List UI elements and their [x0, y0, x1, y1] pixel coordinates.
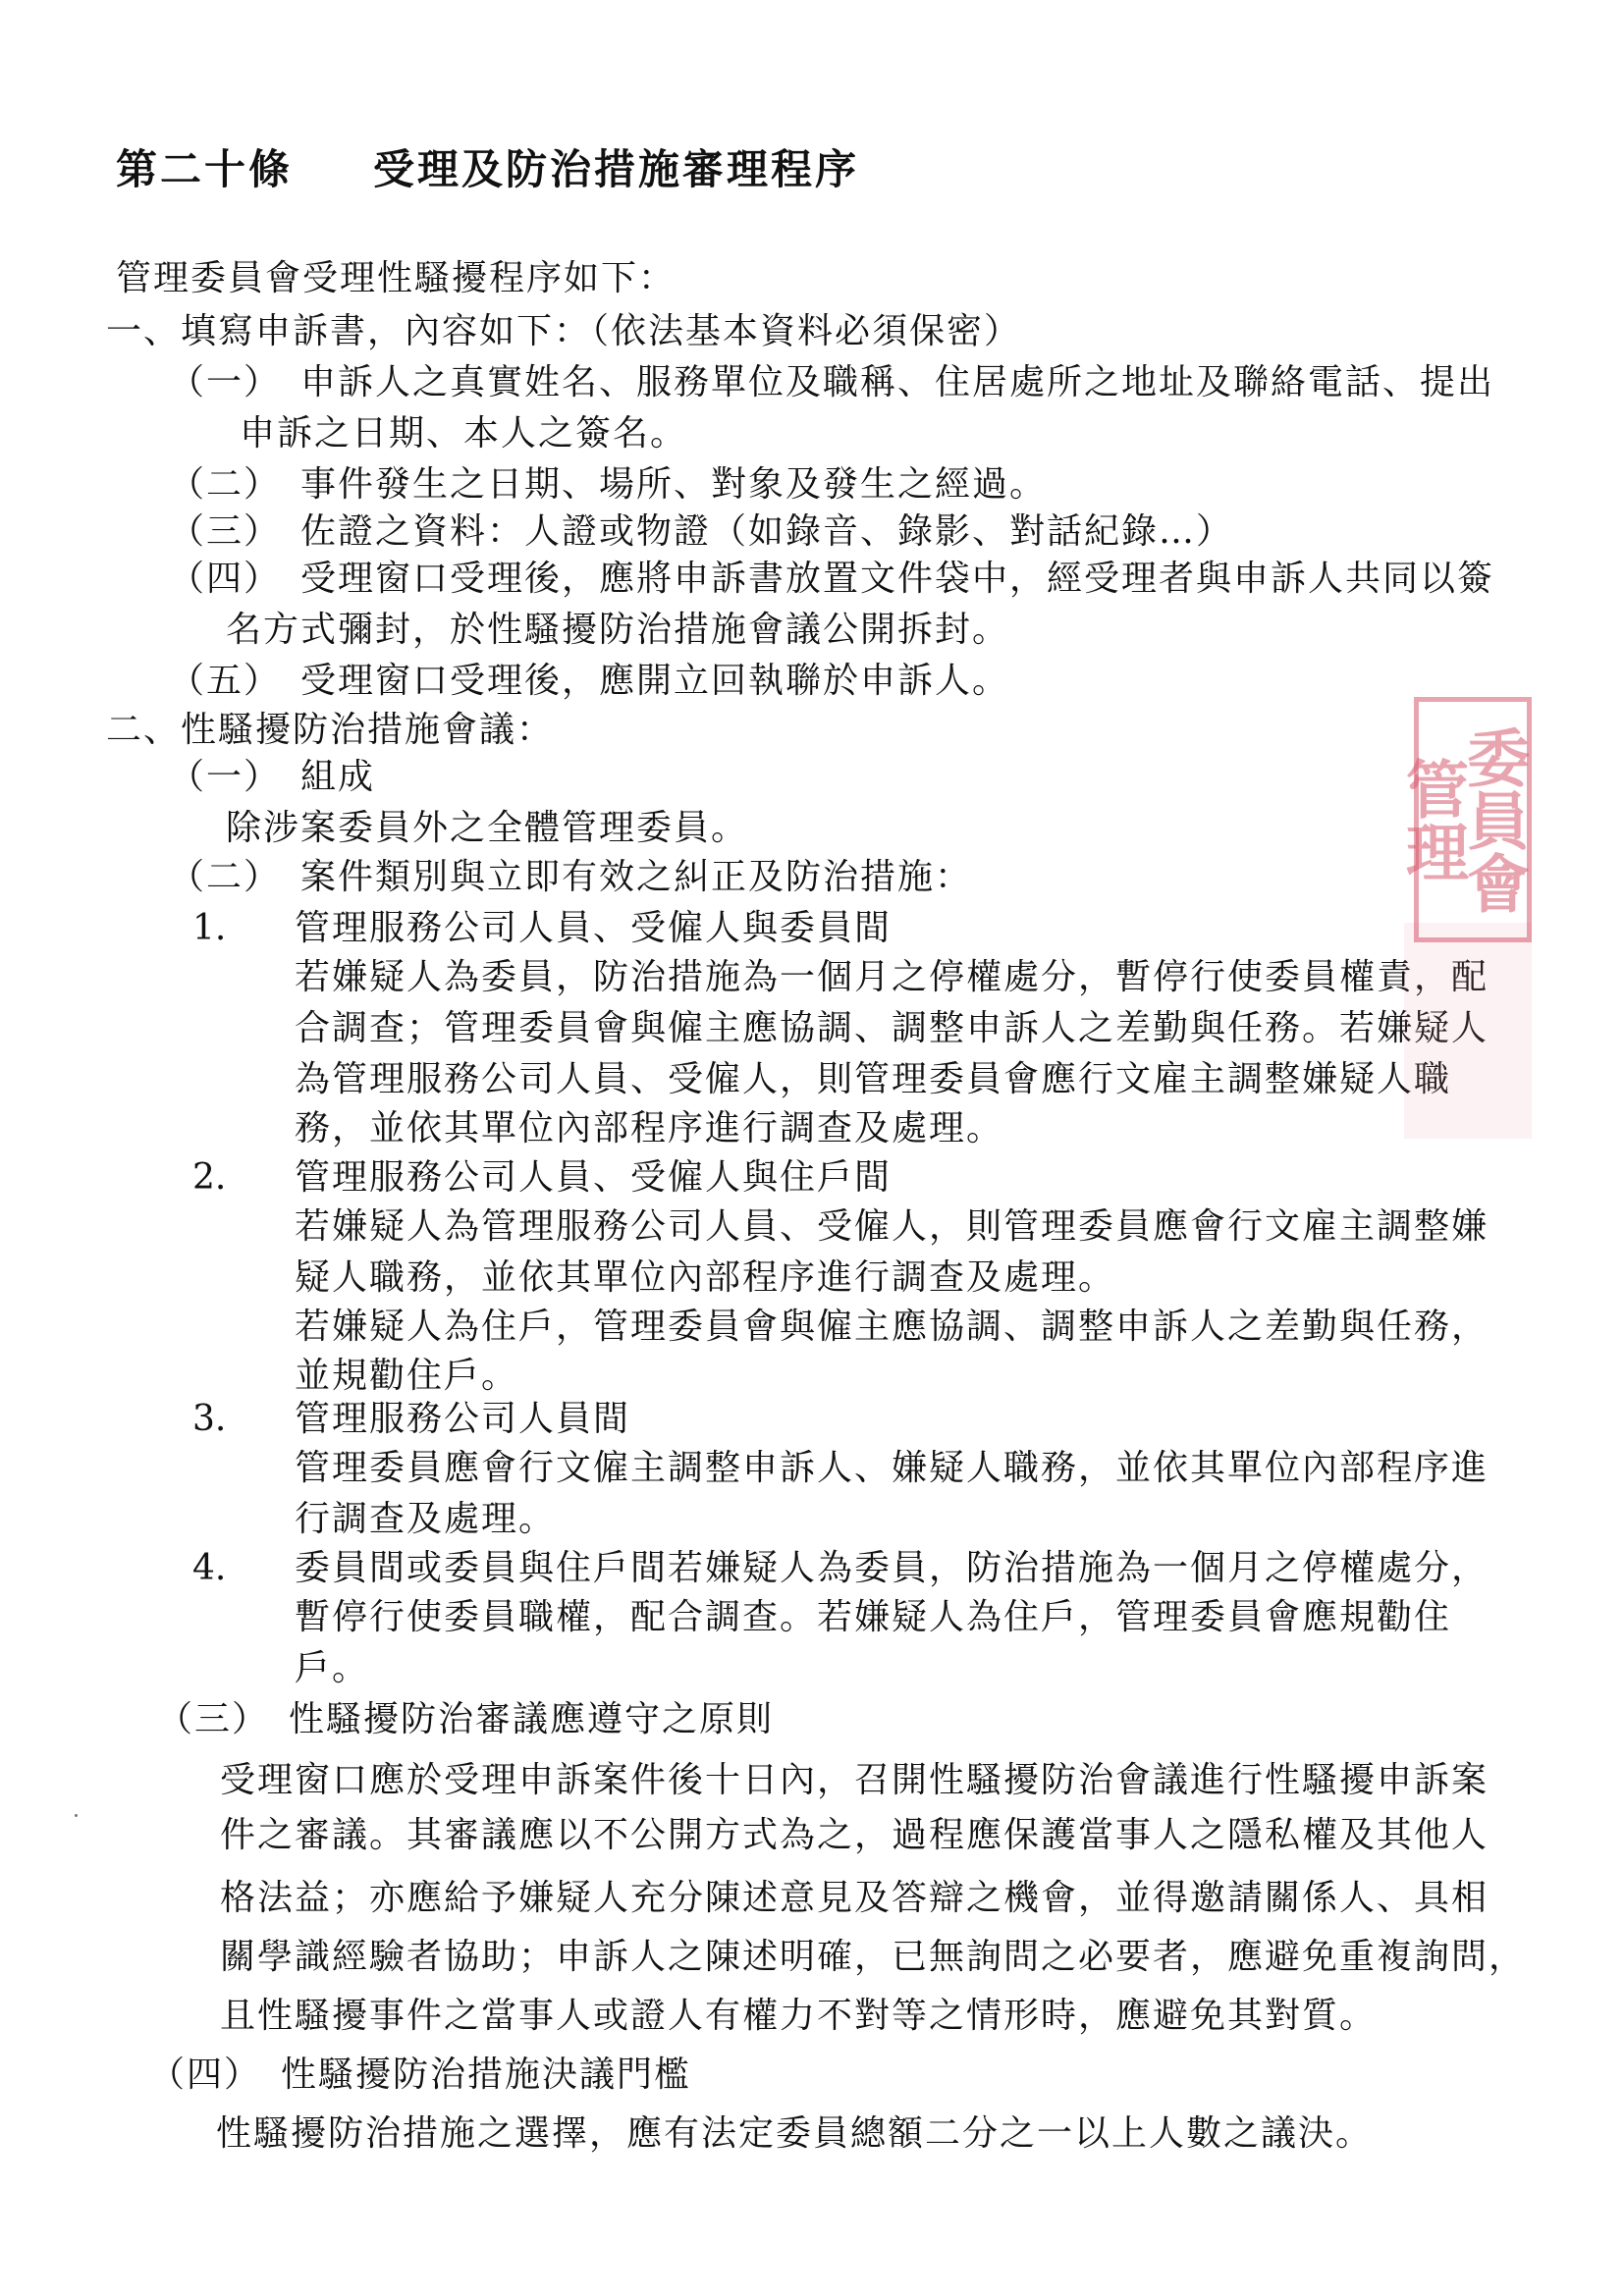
item-1-2: （二） 事件發生之日期、場所、對象及發生之經過。	[169, 464, 1048, 505]
category-4-body: 委員間或委員與住戶間若嫌疑人為委員，防治措施為一個月之停權處分，	[295, 1548, 1489, 1588]
stamp-shadow	[1404, 923, 1532, 1139]
principles-body: 格法益；亦應給予嫌疑人充分陳述意見及答辯之機會，並得邀請關係人、具相	[220, 1878, 1489, 1918]
principles-body: 件之審議。其審議應以不公開方式為之，過程應保護當事人之隱私權及其他人	[220, 1815, 1489, 1855]
list-number-3: 3.	[192, 1399, 227, 1439]
category-1-body: 為管理服務公司人員、受僱人，則管理委員會應行文雇主調整嫌疑人職	[295, 1059, 1452, 1099]
list-number-2: 2.	[192, 1157, 227, 1198]
category-4-body: 暫停行使委員職權，配合調查。若嫌疑人為住戶，管理委員會應規勸住	[295, 1597, 1452, 1637]
item-1-4: （四） 受理窗口受理後，應將申訴書放置文件袋中，經受理者與申訴人共同以簽	[169, 559, 1495, 599]
scan-speck	[75, 1814, 78, 1817]
article-number: 第二十條	[116, 145, 294, 193]
item-1-3: （三） 佐證之資料：人證或物證（如錄音、錄影、對話紀錄…）	[169, 511, 1234, 552]
category-2-heading: 管理服務公司人員、受僱人與住戶間	[295, 1157, 893, 1198]
list-number-1: 1.	[192, 908, 227, 948]
item-2-1: （一） 組成	[169, 757, 376, 797]
item-2-3: （三） 性騷擾防治審議應遵守之原則	[157, 1699, 775, 1739]
category-4-body: 戶。	[295, 1648, 370, 1688]
threshold-body: 性騷擾防治措施之選擇，應有法定委員總額二分之一以上人數之議決。	[216, 2113, 1374, 2154]
principles-body: 且性騷擾事件之當事人或證人有權力不對等之情形時，應避免其對質。	[220, 1996, 1378, 2036]
category-2-body: 並規勸住戶。	[295, 1356, 519, 1396]
item-1-1-cont: 申訴之日期、本人之簽名。	[240, 413, 688, 454]
committee-seal: 委員會管理	[1414, 697, 1532, 942]
section-two-heading: 二、性騷擾防治措施會議：	[106, 710, 555, 750]
category-2-body: 疑人職務，並依其單位內部程序進行調查及處理。	[295, 1257, 1116, 1298]
item-2-1-body: 除涉案委員外之全體管理委員。	[226, 808, 749, 848]
category-3-body: 行調查及處理。	[295, 1499, 557, 1539]
article-heading: 受理及防治措施審理程序	[373, 145, 860, 193]
category-1-body: 務，並依其單位內部程序進行調查及處理。	[295, 1108, 1004, 1148]
principles-body: 關學識經驗者協助；申訴人之陳述明確，已無詢問之必要者，應避免重複詢問，	[220, 1937, 1527, 1977]
category-1-body: 合調查；管理委員會與僱主應協調、調整申訴人之差勤與任務。若嫌疑人	[295, 1008, 1489, 1048]
item-2-2: （二） 案件類別與立即有效之糾正及防治措施：	[169, 857, 973, 897]
intro-line: 管理委員會受理性騷擾程序如下：	[116, 258, 677, 298]
category-1-body: 若嫌疑人為委員，防治措施為一個月之停權處分，暫停行使委員權責，配	[295, 957, 1489, 997]
list-number-4: 4.	[192, 1548, 227, 1588]
category-2-body: 若嫌疑人為管理服務公司人員、受僱人，則管理委員應會行文雇主調整嫌	[295, 1206, 1489, 1247]
category-3-body: 管理委員應會行文僱主調整申訴人、嫌疑人職務，並依其單位內部程序進	[295, 1448, 1489, 1488]
principles-body: 受理窗口應於受理申訴案件後十日內，召開性騷擾防治會議進行性騷擾申訴案	[220, 1760, 1489, 1800]
item-1-1: （一） 申訴人之真實姓名、服務單位及職稱、住居處所之地址及聯絡電話、提出	[169, 362, 1495, 402]
section-one-heading: 一、填寫申訴書，內容如下：（依法基本資料必須保密）	[106, 311, 1022, 351]
item-2-4: （四） 性騷擾防治措施決議門檻	[149, 2055, 692, 2095]
item-1-4-cont: 名方式彌封，於性騷擾防治措施會議公開拆封。	[226, 610, 1010, 650]
category-2-body: 若嫌疑人為住戶，管理委員會與僱主應協調、調整申訴人之差勤與任務，	[295, 1307, 1489, 1347]
category-3-heading: 管理服務公司人員間	[295, 1399, 631, 1439]
item-1-5: （五） 受理窗口受理後，應開立回執聯於申訴人。	[169, 661, 1010, 701]
category-1-heading: 管理服務公司人員、受僱人與委員間	[295, 908, 893, 948]
